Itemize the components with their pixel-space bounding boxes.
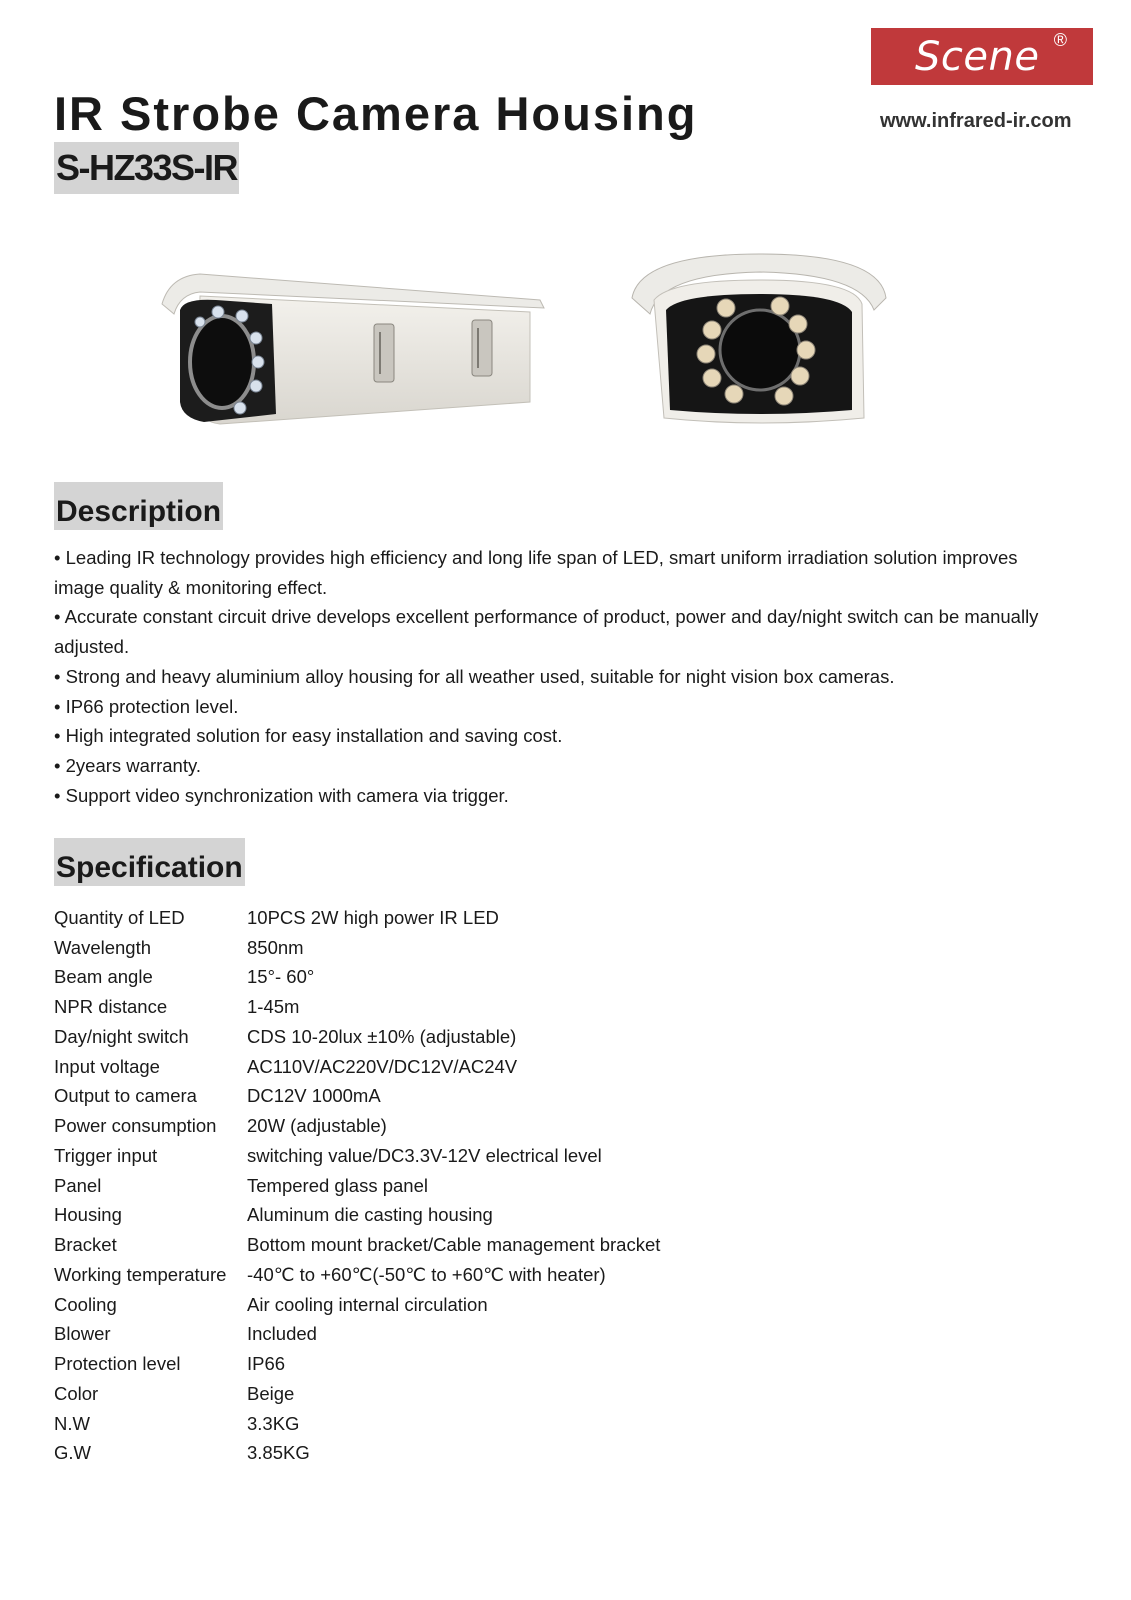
table-row bbox=[54, 1379, 660, 1409]
list-item: • IP66 protection level. bbox=[54, 692, 1054, 722]
brand-logo bbox=[871, 28, 1093, 85]
spec-label: N.W bbox=[54, 1412, 90, 1434]
table-row bbox=[54, 1141, 660, 1171]
spec-label: Blower bbox=[54, 1323, 111, 1345]
spec-label: Input voltage bbox=[54, 1055, 160, 1077]
spec-value: DC12V 1000mA bbox=[247, 1085, 381, 1107]
spec-label: Color bbox=[54, 1382, 99, 1404]
spec-label: Housing bbox=[54, 1204, 122, 1226]
table-row bbox=[54, 1320, 660, 1350]
spec-value: 3.3KG bbox=[247, 1412, 300, 1434]
specification-table bbox=[54, 903, 660, 1468]
spec-value: Air cooling internal circulation bbox=[247, 1293, 488, 1315]
list-item: • Leading IR technology provides high efficiency and long life span of LED, smart uniform irradiation solution improves image quality & monitoring effect. bbox=[54, 543, 1054, 602]
spec-value: 3.85KG bbox=[247, 1442, 310, 1464]
spec-label: NPR distance bbox=[54, 996, 168, 1018]
spec-value: 15°- 60° bbox=[247, 966, 315, 988]
spec-label: Working temperature bbox=[54, 1263, 227, 1285]
website-url: www.infrared-ir.com bbox=[880, 110, 1072, 132]
table-row bbox=[54, 933, 660, 963]
specification-heading: Specification bbox=[54, 838, 245, 886]
spec-label: Beam angle bbox=[54, 966, 153, 988]
spec-label: Power consumption bbox=[54, 1115, 217, 1137]
spec-value: Included bbox=[247, 1323, 317, 1345]
description-list bbox=[54, 543, 1054, 810]
spec-label: Bracket bbox=[54, 1234, 117, 1256]
spec-label: Cooling bbox=[54, 1293, 117, 1315]
list-item: • Strong and heavy aluminium alloy housing for all weather used, suitable for night vision box cameras. bbox=[54, 662, 1054, 692]
registered-mark: ® bbox=[1053, 30, 1067, 50]
table-row bbox=[54, 1409, 660, 1439]
table-row bbox=[54, 1290, 660, 1320]
spec-label: Protection level bbox=[54, 1353, 181, 1375]
model-number: S-HZ33S-IR bbox=[54, 142, 239, 194]
table-row bbox=[54, 903, 660, 933]
spec-value: Bottom mount bracket/Cable management bracket bbox=[247, 1234, 661, 1256]
spec-label: Wavelength bbox=[54, 936, 152, 958]
spec-label: Quantity of LED bbox=[54, 906, 185, 928]
camera-housing-side-photo bbox=[160, 262, 560, 442]
spec-label: Panel bbox=[54, 1174, 102, 1196]
spec-value: Tempered glass panel bbox=[247, 1174, 428, 1196]
spec-value: IP66 bbox=[247, 1353, 286, 1375]
table-row bbox=[54, 1439, 660, 1469]
page-title: IR Strobe Camera Housing bbox=[54, 87, 698, 140]
spec-label: Output to camera bbox=[54, 1085, 197, 1107]
spec-label: G.W bbox=[54, 1442, 91, 1464]
table-row bbox=[54, 1260, 660, 1290]
spec-value: switching value/DC3.3V-12V electrical level bbox=[247, 1144, 602, 1166]
table-row bbox=[54, 1022, 660, 1052]
spec-value: Aluminum die casting housing bbox=[247, 1204, 493, 1226]
list-item: • Accurate constant circuit drive develops excellent performance of product, power and day/night switch can be manually adjusted. bbox=[54, 602, 1054, 661]
table-row bbox=[54, 1052, 660, 1082]
spec-label: Day/night switch bbox=[54, 1025, 189, 1047]
table-row bbox=[54, 992, 660, 1022]
list-item: • High integrated solution for easy installation and saving cost. bbox=[54, 721, 1054, 751]
table-row bbox=[54, 1111, 660, 1141]
list-item: • 2years warranty. bbox=[54, 751, 1054, 781]
brand-name: Scene bbox=[915, 34, 1040, 80]
spec-value: -40℃ to +60℃(-50℃ to +60℃ with heater) bbox=[247, 1263, 606, 1285]
camera-housing-front-photo bbox=[630, 250, 910, 440]
table-row bbox=[54, 963, 660, 993]
description-heading: Description bbox=[54, 482, 223, 530]
spec-value: 10PCS 2W high power IR LED bbox=[247, 906, 499, 928]
spec-value: 20W (adjustable) bbox=[247, 1115, 387, 1137]
spec-label: Trigger input bbox=[54, 1144, 158, 1166]
table-row bbox=[54, 1230, 660, 1260]
list-item: • Support video synchronization with camera via trigger. bbox=[54, 781, 1054, 811]
spec-value: Beige bbox=[247, 1382, 295, 1404]
table-row bbox=[54, 1201, 660, 1231]
spec-value: AC110V/AC220V/DC12V/AC24V bbox=[247, 1055, 518, 1077]
spec-value: 1-45m bbox=[247, 996, 300, 1018]
spec-value: CDS 10-20lux ±10% (adjustable) bbox=[247, 1025, 517, 1047]
spec-value: 850nm bbox=[247, 936, 304, 958]
table-row bbox=[54, 1349, 660, 1379]
table-row bbox=[54, 1082, 660, 1112]
table-row bbox=[54, 1171, 660, 1201]
